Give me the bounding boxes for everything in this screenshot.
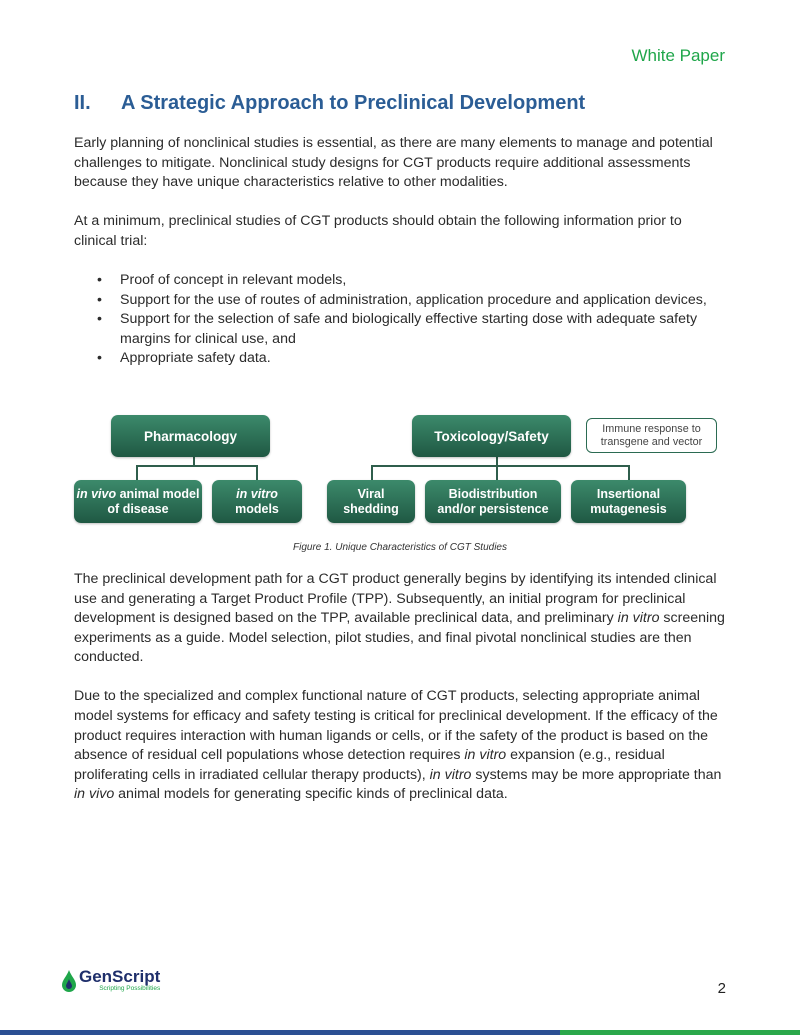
connector-line [136,465,138,481]
connector-line [628,465,630,481]
figure-caption: Figure 1. Unique Characteristics of CGT Studies [293,542,507,553]
document-type-label: White Paper [631,46,725,65]
italic-run: in vitro [429,766,472,783]
in-vitro-rest: models [235,501,279,516]
footer-bar-green [560,1030,800,1035]
list-item: • Support for the selection of safe and biologically effective starting dose with adequate safety margins for clinical use, and [74,310,728,349]
page-number: 2 [717,980,726,997]
intro-content [74,134,728,369]
connector-line [496,457,498,466]
insertional-mutagenesis-box: Insertional mutagenesis [571,480,686,523]
genscript-drop-icon [62,970,76,992]
list-item: • Proof of concept in relevant models, [74,271,728,291]
paragraph-1: Early planning of nonclinical studies is essential, as there are many elements to manage and potential challenges to mitigate. Nonclinical study designs for CGT products require additional assessments because they have unique characteristics relative to other modalities. [74,135,713,191]
connector-line [193,457,195,466]
italic-run: in vivo [74,786,115,803]
text-run: systems may be more appropriate than [471,766,722,783]
in-vivo-model-box [74,480,202,523]
text-run: Due to the specialized and complex functional nature of CGT products, selecting appropriate animal model systems for efficacy and safety testing is critical for preclinical development. If the efficacy of the product requires interaction with human ligands or cells, or if the safety of the product is based on the absence of residual cell populations whose detection requires [74,688,718,764]
connector-line [136,465,258,467]
requirements-list [74,271,728,369]
text-run: expansion (e.g., residual proliferating cells in irradiated cellular therapy products), [74,747,665,783]
logo-tagline: Scripting Possibilities [99,985,161,992]
toxicology-safety-box: Toxicology/Safety [412,415,571,457]
body-content [74,570,728,825]
list-item: • Appropriate safety data. [74,349,728,369]
in-vivo-rest: animal model of disease [107,486,200,516]
text-run: The preclinical development path for a CGT product generally begins by identifying its intended clinical use and generating a Target Product Profile (TPP). Subsequently, an initial program for preclinical development is designed based on the TPP, available preclinical data, and preliminary [74,571,717,627]
viral-shedding-box: Viral shedding [327,480,415,523]
connector-line [496,465,498,481]
list-item: • Support for the use of routes of administration, application procedure and application devices, [74,291,728,311]
paragraph-3 [74,570,728,668]
text-run: screening experiments as a guide. Model selection, pilot studies, and final pivotal nonclinical studies are then conducted. [74,610,725,666]
immune-response-note: Immune response to transgene and vector [586,418,717,453]
genscript-logo [62,968,160,993]
paragraph-2: At a minimum, preclinical studies of CGT products should obtain the following information prior to clinical trial: [74,213,682,249]
section-title-text: A Strategic Approach to Preclinical Development [121,92,586,114]
section-number: II. [74,92,91,114]
footer-bar [0,1030,800,1035]
section-heading [74,92,585,115]
in-vitro-italic: in vitro [236,486,278,501]
connector-line [371,465,629,467]
in-vitro-models-box [212,480,302,523]
footer-bar-blue [0,1030,560,1035]
text-run: animal models for generating specific kinds of preclinical data. [114,786,508,803]
biodistribution-box: Biodistribution and/or persistence [425,480,561,523]
italic-run: in vitro [464,747,507,764]
italic-run: in vitro [617,610,660,627]
connector-line [256,465,258,481]
connector-line [371,465,373,481]
pharmacology-box: Pharmacology [111,415,270,457]
logo-brand: GenScript [79,967,161,986]
in-vivo-italic: in vivo [76,486,117,501]
paragraph-4 [74,687,728,805]
